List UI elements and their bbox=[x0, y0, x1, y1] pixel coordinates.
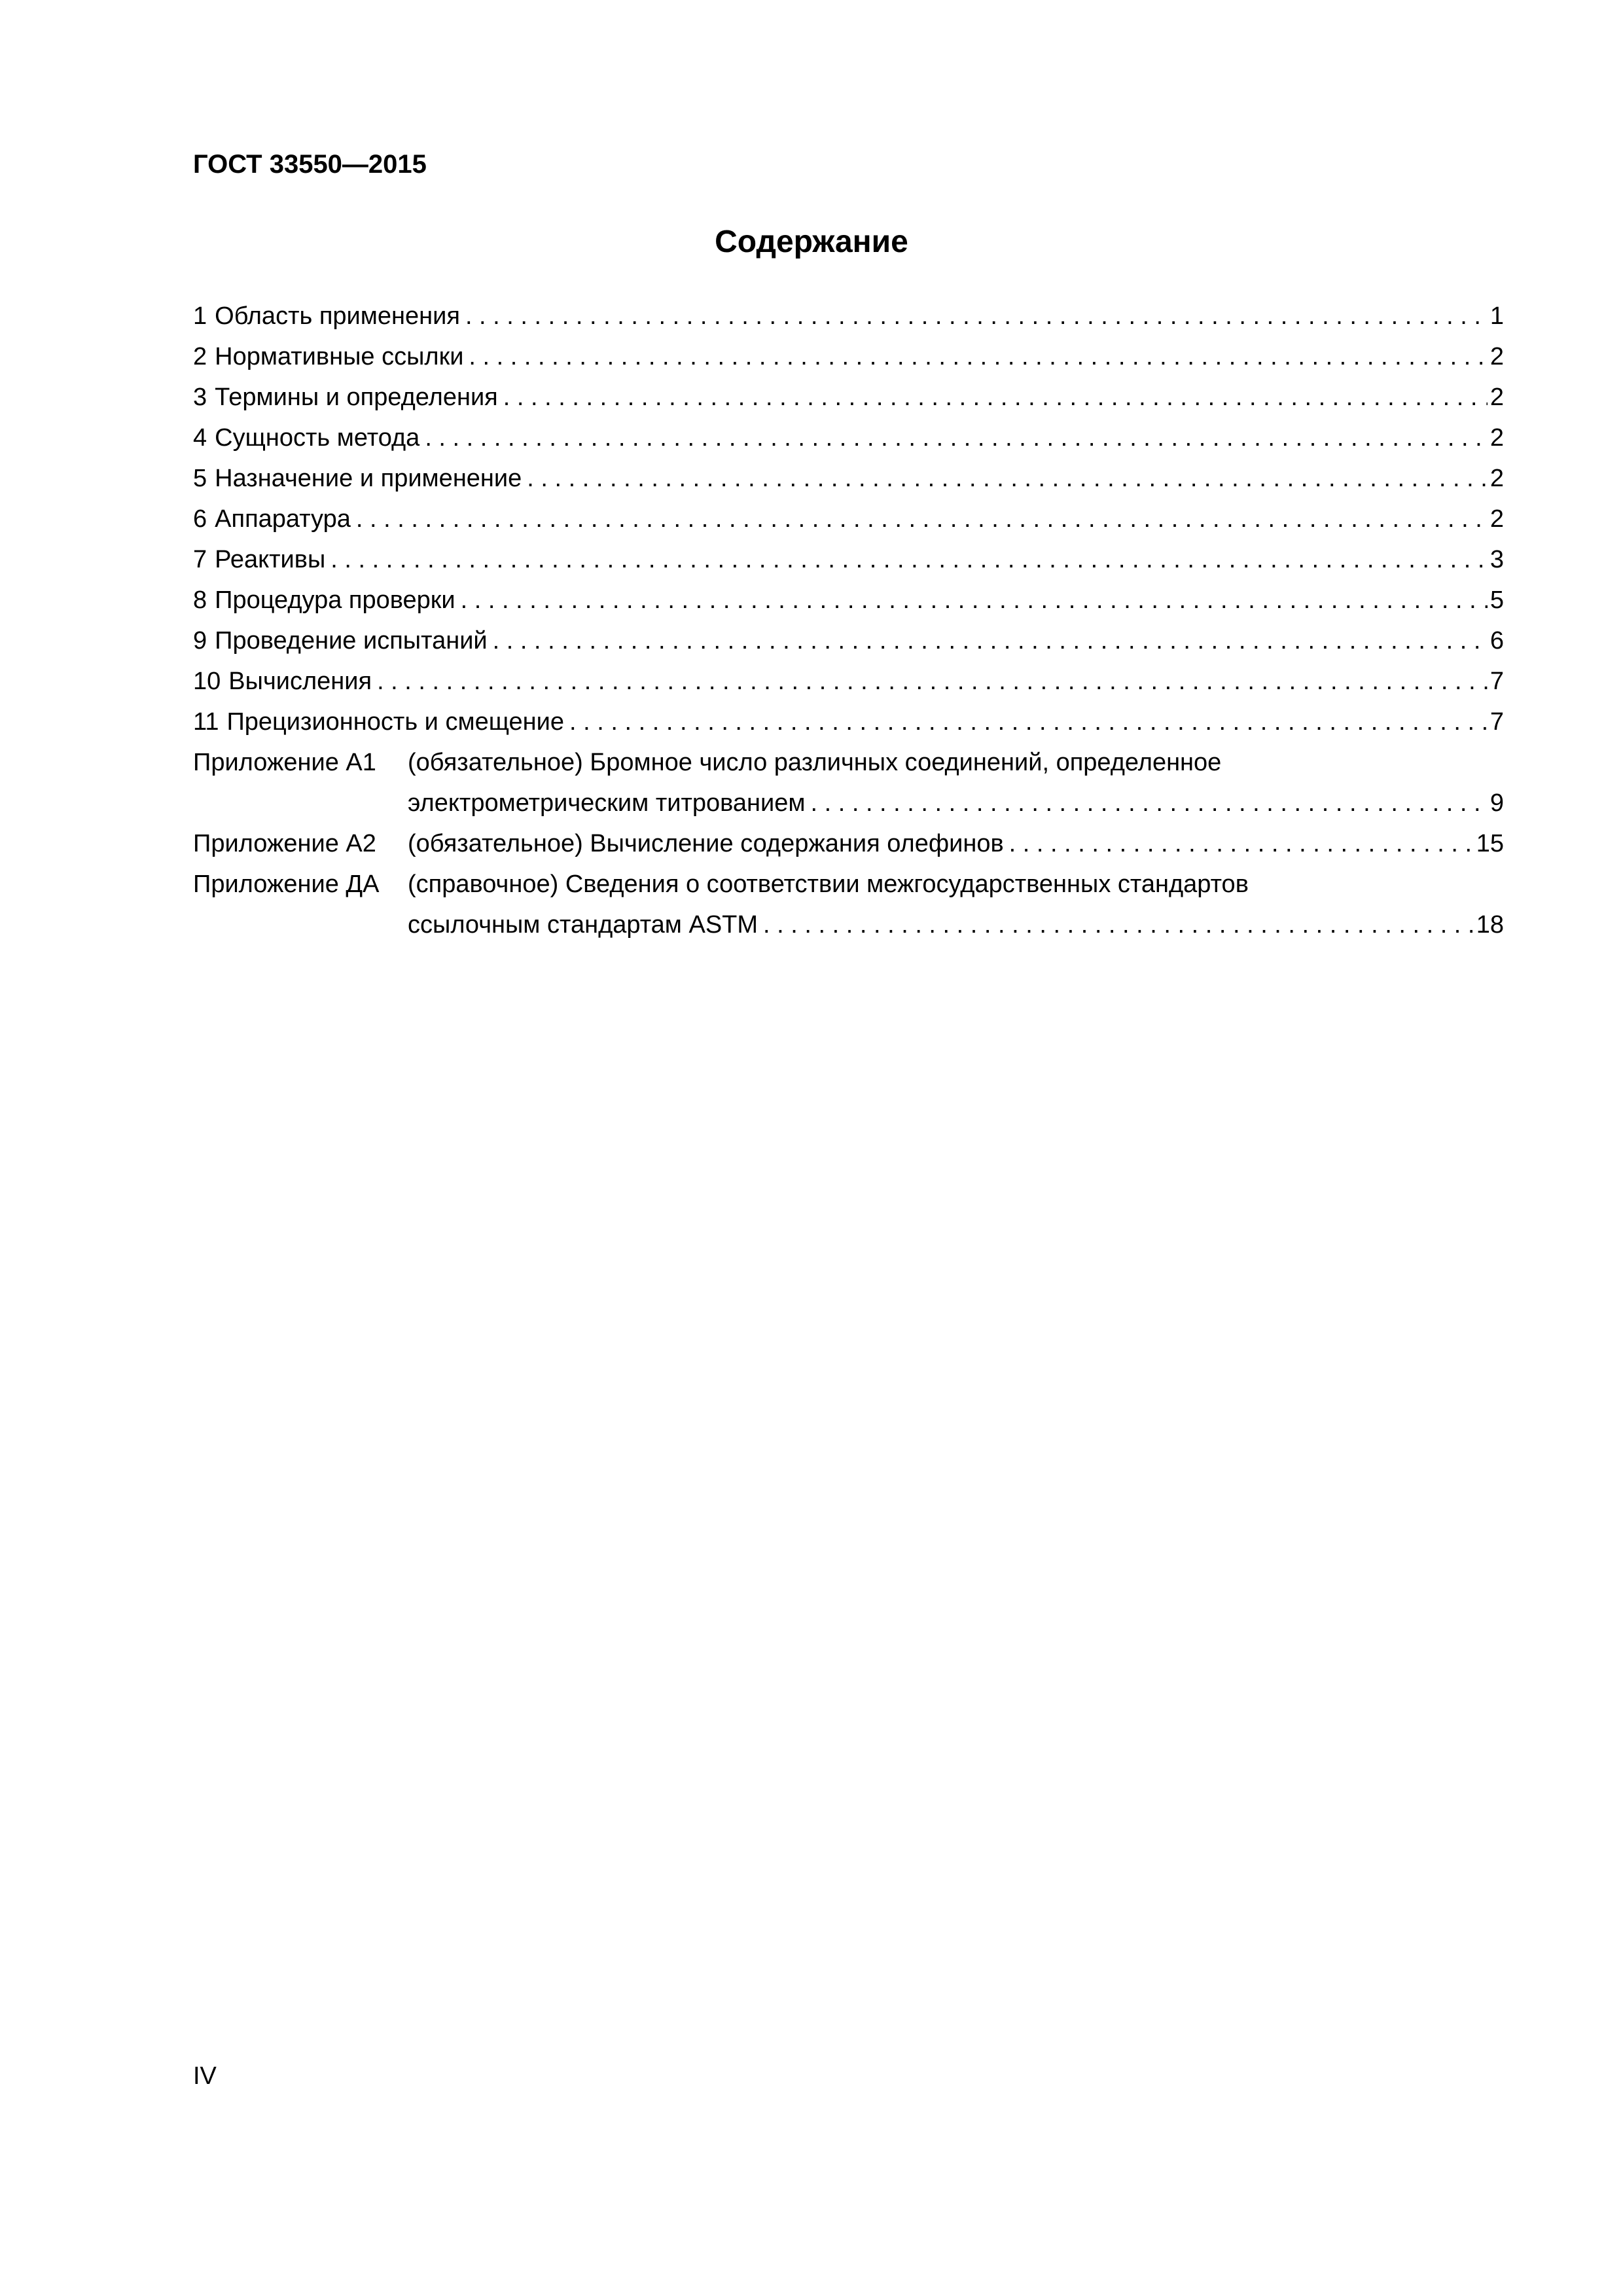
toc-leader-dots bbox=[455, 580, 1488, 620]
toc-entry-number: 11 bbox=[193, 708, 219, 736]
toc-entry-page: 2 bbox=[1489, 343, 1504, 370]
toc-entry[interactable] bbox=[193, 377, 1504, 418]
toc-entry[interactable] bbox=[193, 580, 1504, 620]
toc-entry-page: 5 bbox=[1489, 586, 1504, 614]
toc-entry-title: Термины и определения bbox=[215, 384, 498, 411]
toc-entry-number: 3 bbox=[193, 384, 207, 411]
toc-entry-title: Нормативные ссылки bbox=[215, 343, 464, 370]
toc-appendix-title-continued: ссылочным стандартам ASTM bbox=[408, 911, 758, 939]
toc-entry-title: Проведение испытаний bbox=[215, 627, 488, 655]
toc-entry-page: 2 bbox=[1489, 465, 1504, 492]
toc-entry-page: 1 bbox=[1489, 302, 1504, 330]
toc-entry-title: Реактивы bbox=[215, 546, 326, 573]
toc-entry-page: 6 bbox=[1489, 627, 1504, 655]
toc-entry-page: 9 bbox=[1489, 789, 1504, 817]
toc-leader-dots bbox=[758, 905, 1474, 945]
toc-entry-title: Сущность метода bbox=[215, 424, 420, 452]
toc-appendix-title: (обязательное) Бромное число различных соединений, определенное bbox=[408, 749, 1222, 776]
toc-entry-number: 7 bbox=[193, 546, 207, 573]
toc-entry[interactable] bbox=[193, 539, 1504, 580]
toc-leader-dots bbox=[463, 336, 1487, 377]
page-number: IV bbox=[193, 2062, 217, 2090]
toc-appendix-da[interactable] bbox=[193, 864, 1504, 945]
toc-entry[interactable] bbox=[193, 620, 1504, 661]
toc-entry-page: 15 bbox=[1476, 830, 1504, 857]
toc-leader-dots bbox=[372, 661, 1488, 702]
toc-entry[interactable] bbox=[193, 499, 1504, 539]
document-code: ГОСТ 33550—2015 bbox=[193, 150, 427, 179]
toc-leader-dots bbox=[419, 418, 1488, 458]
toc-appendix-title-continued: электрометрическим титрованием bbox=[408, 789, 806, 817]
toc-entry-title: Прецизионность и смещение bbox=[226, 708, 565, 736]
toc-entry-number: 10 bbox=[193, 668, 221, 695]
toc-entry-number: 6 bbox=[193, 505, 207, 533]
toc-entry-number: 1 bbox=[193, 302, 207, 330]
toc-entry-page: 18 bbox=[1476, 911, 1504, 939]
toc-leader-dots bbox=[805, 783, 1487, 823]
toc-leader-dots bbox=[325, 539, 1488, 580]
toc-entry[interactable] bbox=[193, 418, 1504, 458]
toc-entry-number: 9 bbox=[193, 627, 207, 655]
toc-entry-number: 8 bbox=[193, 586, 207, 614]
toc-leader-dots bbox=[522, 458, 1488, 499]
toc-entry[interactable] bbox=[193, 296, 1504, 336]
toc-entry[interactable] bbox=[193, 458, 1504, 499]
toc-appendix-a2[interactable] bbox=[193, 823, 1504, 864]
toc-appendix-label: Приложение ДА bbox=[193, 870, 380, 898]
toc-entry-page: 7 bbox=[1489, 668, 1504, 695]
toc-entry-page: 7 bbox=[1489, 708, 1504, 736]
toc-entry-page: 2 bbox=[1489, 424, 1504, 452]
toc-leader-dots bbox=[488, 620, 1488, 661]
toc-leader-dots bbox=[1004, 823, 1474, 864]
table-of-contents bbox=[193, 296, 1504, 945]
toc-leader-dots bbox=[498, 377, 1488, 418]
toc-leader-dots bbox=[460, 296, 1488, 336]
toc-entry-title: Вычисления bbox=[228, 668, 372, 695]
toc-appendix-a1[interactable] bbox=[193, 742, 1504, 823]
toc-leader-dots bbox=[351, 499, 1488, 539]
toc-entry-number: 4 bbox=[193, 424, 207, 452]
toc-entry-page: 2 bbox=[1489, 505, 1504, 533]
toc-entry-page: 3 bbox=[1489, 546, 1504, 573]
toc-entry-number: 5 bbox=[193, 465, 207, 492]
toc-entry-page: 2 bbox=[1489, 384, 1504, 411]
toc-appendix-title: (справочное) Сведения о соответствии межгосударственных стандартов bbox=[408, 870, 1249, 898]
toc-entry[interactable] bbox=[193, 336, 1504, 377]
toc-appendix-title: (обязательное) Вычисление содержания олефинов bbox=[408, 830, 1004, 857]
toc-entry-title: Процедура проверки bbox=[215, 586, 455, 614]
toc-entry-number: 2 bbox=[193, 343, 207, 370]
toc-entry-title: Назначение и применение bbox=[215, 465, 522, 492]
toc-title: Содержание bbox=[715, 224, 908, 259]
toc-entry-title: Область применения bbox=[215, 302, 460, 330]
toc-leader-dots bbox=[564, 702, 1488, 742]
toc-appendix-label: Приложение А2 bbox=[193, 830, 376, 857]
toc-entry[interactable] bbox=[193, 661, 1504, 702]
toc-appendix-label: Приложение А1 bbox=[193, 749, 376, 776]
toc-entry-title: Аппаратура bbox=[215, 505, 351, 533]
toc-entry[interactable] bbox=[193, 702, 1504, 742]
